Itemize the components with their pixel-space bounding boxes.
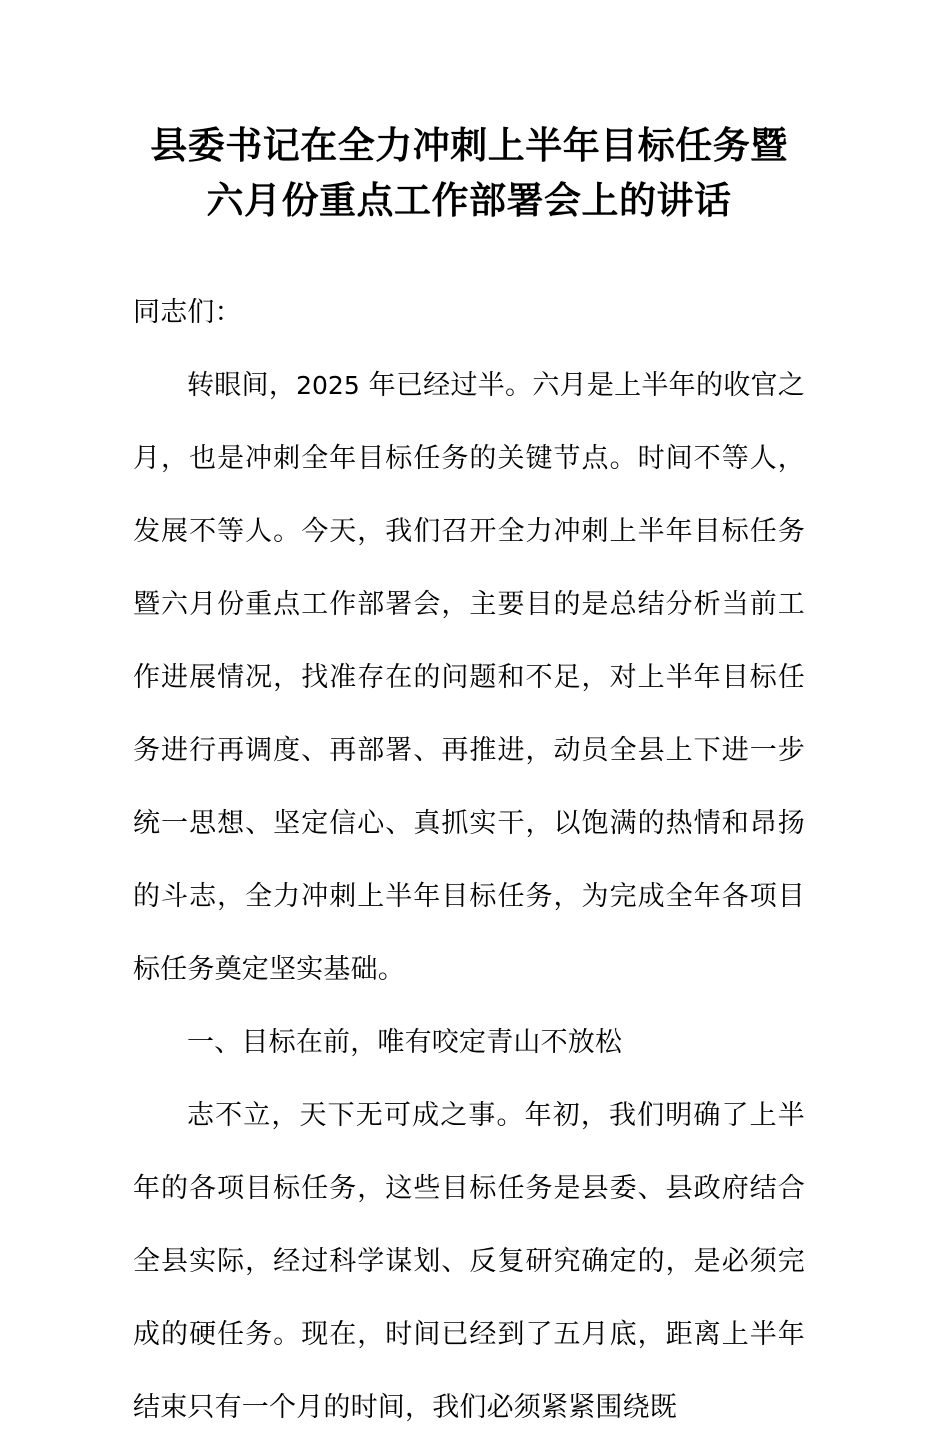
salutation: 同志们： [133,297,242,328]
page-title: 县委书记在全力冲刺上半年目标任务暨六月份重点工作部署会上的讲话 [150,123,788,222]
document-body [133,276,805,1444]
section-heading-one: 一、目标在前，唯有咬定青山不放松 [187,1027,623,1058]
numeral: 2025 [296,371,360,400]
paragraph-opening: 转眼间，2025 年已经过半。六月是上半年的收官之月，也是冲刺全年目标任务的关键节点。时间不等人，发展不等人。今天，我们召开全力冲刺上半年目标任务暨六月份重点工作部署会，主要目的是总结分析当前工作进展情况，找准存在的问题和不足，对上半年目标任务进行再调度、再部署、再推进，动员全县上下进一步统一思想、坚定信心、真抓实干，以饱满的热情和昂扬的斗志，全力冲刺上半年目标任务，为完成全年各项目标任务奠定坚实基础。 [133,370,805,985]
paragraph-section-one-body: 志不立，天下无可成之事。年初，我们明确了上半年的各项目标任务，这些目标任务是县委、县政府结合全县实际，经过科学谋划、反复研究确定的，是必须完成的硬任务。现在，时间已经到了五月底，距离上半年结束只有一个月的时间，我们必须紧紧围绕既 [133,1100,805,1423]
